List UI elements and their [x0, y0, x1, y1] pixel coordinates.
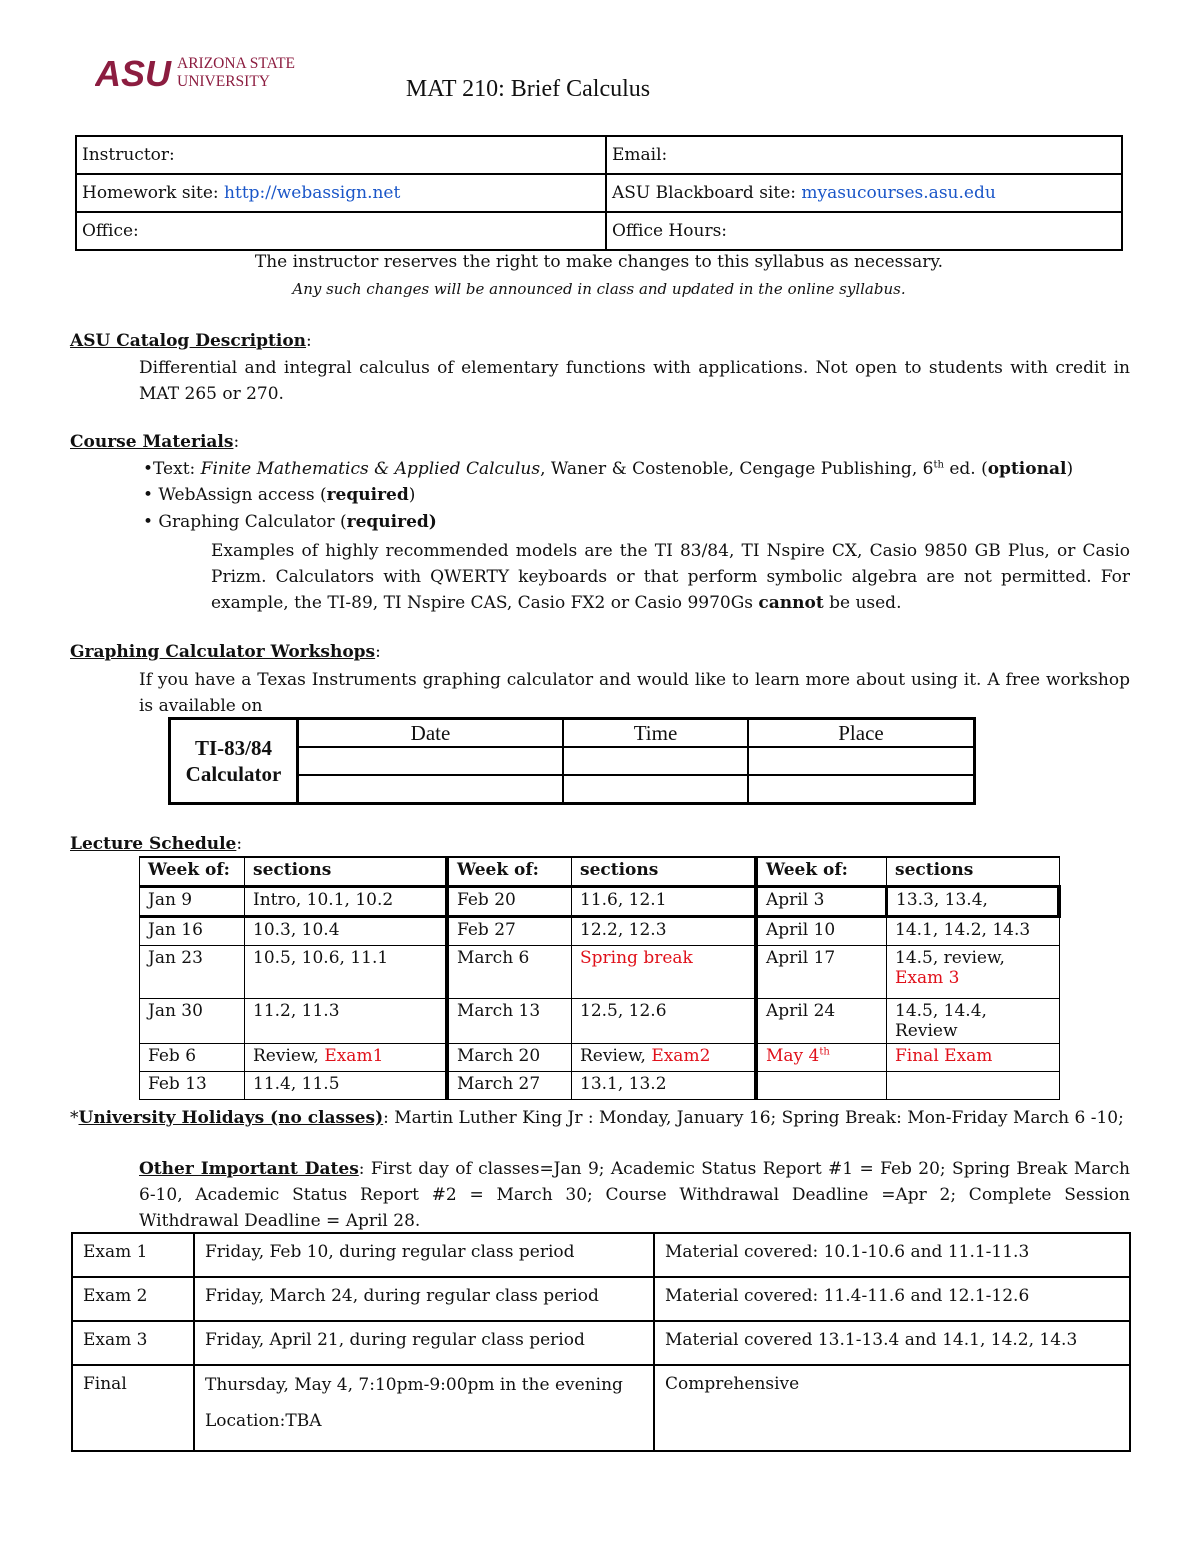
schedule-cell: Feb 20	[447, 887, 572, 917]
schedule-cell: March 13	[447, 999, 572, 1044]
workshop-cell	[563, 775, 748, 804]
schedule-cell: 13.3, 13.4,	[887, 887, 1060, 917]
exam-material: Comprehensive	[654, 1365, 1130, 1451]
workshop-cell	[748, 747, 975, 775]
important-dates: Other Important Dates: First day of classes=Jan 9; Academic Status Report #1 = Feb 20; Spring Break March 6-10, Academic Status Report #2 = March 30; Course Withdrawal Deadline =Apr 2; Complete Session Withdrawal Deadline = April 28.	[139, 1159, 1130, 1231]
workshop-cell	[298, 775, 564, 804]
workshop-col-time: Time	[563, 719, 748, 748]
exam-when: Friday, Feb 10, during regular class period	[194, 1233, 654, 1277]
table-row	[140, 946, 1060, 999]
lecture-heading: Lecture Schedule:	[70, 834, 243, 854]
schedule-cell: Review, Exam2	[572, 1044, 757, 1072]
workshop-cell	[748, 775, 975, 804]
catalog-heading: ASU Catalog Description:	[70, 331, 312, 351]
schedule-cell: April 24	[756, 999, 887, 1044]
schedule-cell: April 3	[756, 887, 887, 917]
exam-name: Exam 2	[72, 1277, 194, 1321]
table-row	[140, 917, 1060, 946]
schedule-cell	[887, 1072, 1060, 1100]
schedule-cell: 11.4, 11.5	[245, 1072, 448, 1100]
syllabus-change-note: The instructor reserves the right to make changes to this syllabus as necessary.	[254, 252, 944, 272]
schedule-cell: Jan 30	[140, 999, 245, 1044]
workshop-cell	[298, 747, 564, 775]
schedule-cell: 11.6, 12.1	[572, 887, 757, 917]
exam-material: Material covered: 11.4-11.6 and 12.1-12.6	[654, 1277, 1130, 1321]
homework-link[interactable]: http://webassign.net	[224, 183, 401, 203]
exams-table	[71, 1232, 1131, 1452]
exam-name: Final	[72, 1365, 194, 1451]
schedule-header-sections: sections	[572, 857, 757, 887]
holidays-line: *University Holidays (no classes): Martin Luther King Jr : Monday, January 16; Spring Break: Mon-Friday March 6 -10;	[70, 1108, 1124, 1128]
schedule-header-sections: sections	[887, 857, 1060, 887]
schedule-cell: Feb 6	[140, 1044, 245, 1072]
schedule-cell: March 20	[447, 1044, 572, 1072]
schedule-cell: 11.2, 11.3	[245, 999, 448, 1044]
course-info-table	[75, 135, 1123, 251]
table-row	[72, 1321, 1130, 1365]
schedule-cell: April 10	[756, 917, 887, 946]
syllabus-change-note-italic: Any such changes will be announced in class and updated in the online syllabus.	[292, 280, 906, 298]
schedule-cell: April 17	[756, 946, 887, 999]
office-hours-cell: Office Hours:	[606, 212, 1122, 250]
table-row	[72, 1365, 1130, 1451]
schedule-cell: March 27	[447, 1072, 572, 1100]
schedule-cell	[756, 1072, 887, 1100]
workshop-table	[168, 717, 976, 805]
materials-calculator-item: • Graphing Calculator (required)	[143, 512, 437, 532]
schedule-cell: Final Exam	[887, 1044, 1060, 1072]
schedule-header-week: Week of:	[140, 857, 245, 887]
table-row	[140, 1044, 1060, 1072]
exam-material: Material covered: 10.1-10.6 and 11.1-11.3	[654, 1233, 1130, 1277]
exam-material: Material covered 13.1-13.4 and 14.1, 14.2, 14.3	[654, 1321, 1130, 1365]
asu-logo-line1: ARIZONA STATE	[177, 55, 296, 72]
schedule-cell: Jan 9	[140, 887, 245, 917]
asu-logo-letters: ASU	[95, 53, 172, 92]
workshop-cell	[563, 747, 748, 775]
page-title: MAT 210: Brief Calculus	[405, 76, 651, 102]
schedule-cell: 13.1, 13.2	[572, 1072, 757, 1100]
workshop-row-label: TI-83/84 Calculator	[170, 719, 298, 804]
exam-when: Thursday, May 4, 7:10pm-9:00pm in the evening Location:TBA	[194, 1365, 654, 1451]
materials-webassign-item: • WebAssign access (required)	[143, 485, 416, 505]
workshop-col-date: Date	[298, 719, 564, 748]
materials-text-item: •Text: Finite Mathematics & Applied Calculus, Waner & Costenoble, Cengage Publishing, 6th ed. (optional)	[143, 459, 1074, 479]
schedule-cell-spring-break: Spring break	[572, 946, 757, 999]
table-row	[72, 1233, 1130, 1277]
exam-name: Exam 1	[72, 1233, 194, 1277]
blackboard-cell: ASU Blackboard site: myasucourses.asu.edu	[606, 174, 1122, 212]
workshop-col-place: Place	[748, 719, 975, 748]
asu-logo-line2: UNIVERSITY	[177, 73, 270, 90]
schedule-header-week: Week of:	[447, 857, 572, 887]
calculator-models-text: Examples of highly recommended models are the TI 83/84, TI Nspire CX, Casio 9850 GB Plus, or Casio Prizm. Calculators with QWERTY keyboards or that perform symbolic algebra are not permitted. For example, the TI-89, TI Nspire CAS, Casio FX2 or Casio 9970Gs cannot be used.	[211, 541, 1130, 613]
schedule-cell: Jan 16	[140, 917, 245, 946]
schedule-cell: 12.2, 12.3	[572, 917, 757, 946]
materials-heading: Course Materials:	[70, 432, 240, 452]
schedule-cell: May 4th	[756, 1044, 887, 1072]
instructor-cell: Instructor:	[76, 136, 606, 174]
lecture-schedule-table	[139, 856, 1061, 1100]
workshops-heading: Graphing Calculator Workshops:	[70, 642, 381, 662]
schedule-cell: 10.5, 10.6, 11.1	[245, 946, 448, 999]
homework-cell: Homework site: http://webassign.net	[76, 174, 606, 212]
workshops-text: If you have a Texas Instruments graphing calculator and would like to learn more about using it. A free workshop is available on	[139, 670, 1130, 716]
table-row	[140, 999, 1060, 1044]
schedule-header-sections: sections	[245, 857, 448, 887]
office-cell: Office:	[76, 212, 606, 250]
schedule-header-week: Week of:	[756, 857, 887, 887]
schedule-cell: Feb 13	[140, 1072, 245, 1100]
blackboard-link[interactable]: myasucourses.asu.edu	[801, 183, 996, 203]
table-row	[72, 1277, 1130, 1321]
schedule-cell: 14.5, 14.4, Review	[887, 999, 1060, 1044]
table-row	[140, 887, 1060, 917]
schedule-cell: 14.1, 14.2, 14.3	[887, 917, 1060, 946]
exam-when: Friday, March 24, during regular class period	[194, 1277, 654, 1321]
schedule-cell: Feb 27	[447, 917, 572, 946]
exam-when: Friday, April 21, during regular class period	[194, 1321, 654, 1365]
catalog-text: Differential and integral calculus of elementary functions with applications. Not open to students with credit in MAT 265 or 270.	[139, 358, 1130, 404]
schedule-cell: March 6	[447, 946, 572, 999]
schedule-cell: Review, Exam1	[245, 1044, 448, 1072]
schedule-cell: 10.3, 10.4	[245, 917, 448, 946]
exam-name: Exam 3	[72, 1321, 194, 1365]
schedule-cell: Jan 23	[140, 946, 245, 999]
table-row	[140, 1072, 1060, 1100]
email-cell: Email:	[606, 136, 1122, 174]
schedule-cell: 14.5, review, Exam 3	[887, 946, 1060, 999]
schedule-cell: Intro, 10.1, 10.2	[245, 887, 448, 917]
schedule-cell: 12.5, 12.6	[572, 999, 757, 1044]
